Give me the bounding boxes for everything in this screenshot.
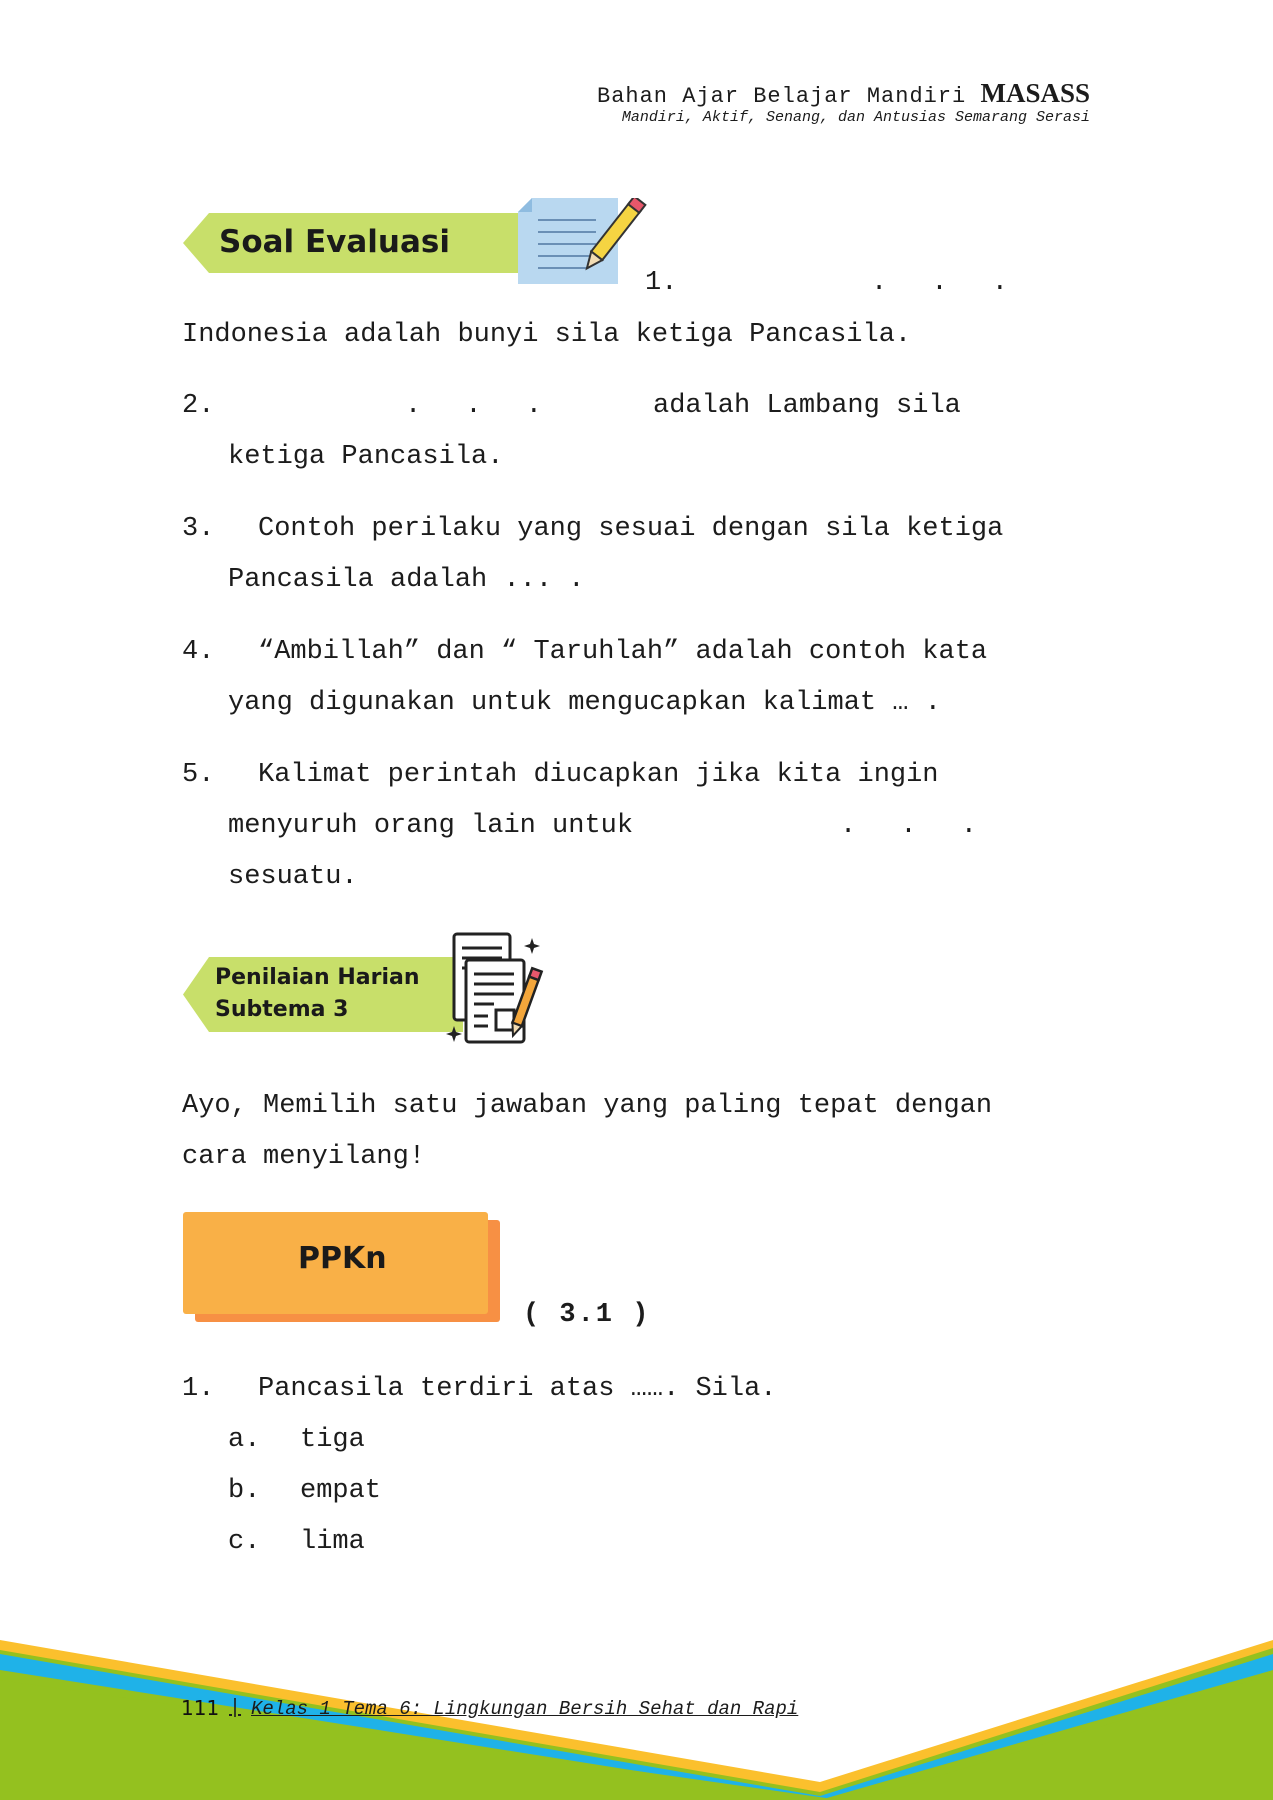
evaluasi-q2-continuation: ketiga Pancasila.	[228, 442, 504, 472]
evaluasi-q2-blank: . . .	[405, 391, 557, 421]
penilaian-instruction-line2: cara menyilang!	[182, 1142, 426, 1172]
header-subtitle: Mandiri, Aktif, Senang, dan Antusias Semarang Serasi	[621, 109, 1090, 126]
evaluasi-q4-continuation: yang digunakan untuk mengucapkan kalimat … .	[228, 688, 941, 718]
header-title: Bahan Ajar Belajar Mandiri MASASS	[597, 78, 1090, 109]
evaluasi-q3-text: Contoh perilaku yang sesuai dengan sila ketiga	[258, 514, 1004, 544]
evaluasi-q5-blank: . . .	[840, 811, 992, 841]
ppkn-option-letter: a.	[228, 1425, 261, 1455]
page-number: 111	[181, 1696, 220, 1720]
evaluasi-banner-label: Soal Evaluasi	[219, 224, 450, 260]
ppkn-option-letter: c.	[228, 1527, 261, 1557]
ppkn-option-letter: b.	[228, 1476, 261, 1506]
evaluasi-q4-number: 4.	[182, 637, 215, 667]
ppkn-option-text: lima	[300, 1527, 365, 1557]
evaluasi-q3-number: 3.	[182, 514, 215, 544]
evaluasi-q5-end: sesuatu.	[228, 862, 358, 892]
penilaian-banner-line2: Subtema 3	[215, 997, 349, 1022]
evaluasi-q4-text: “Ambillah” dan “ Taruhlah” adalah contoh kata	[258, 637, 988, 667]
notepad-pencil-icon	[518, 198, 648, 288]
ppkn-q1-text: Pancasila terdiri atas ……. Sila.	[258, 1374, 777, 1404]
evaluasi-q5-text: Kalimat perintah diucapkan jika kita ingin	[258, 760, 939, 790]
brand-name: MASASS	[980, 78, 1090, 108]
ppkn-option-text: empat	[300, 1476, 382, 1506]
ppkn-q1-number: 1.	[182, 1374, 215, 1404]
ppkn-subject-label: PPKn	[298, 1241, 387, 1276]
evaluasi-q2-number: 2.	[182, 391, 215, 421]
evaluasi-q1-text: Indonesia adalah bunyi sila ketiga Pancasila.	[182, 320, 912, 350]
penilaian-banner-line1: Penilaian Harian	[215, 965, 420, 990]
evaluasi-q3-continuation: Pancasila adalah ... .	[228, 565, 585, 595]
footer-title: Kelas 1 Tema 6: Lingkungan Bersih Sehat dan Rapi	[251, 1698, 799, 1720]
evaluasi-q2-text: adalah Lambang sila	[653, 391, 961, 421]
ppkn-kd-code: ( 3.1 )	[523, 1300, 651, 1330]
documents-pencil-icon	[446, 930, 546, 1048]
evaluasi-q5-continuation: menyuruh orang lain untuk	[228, 811, 634, 841]
evaluasi-q5-number: 5.	[182, 760, 215, 790]
ppkn-option-text: tiga	[300, 1425, 365, 1455]
penilaian-instruction-line1: Ayo, Memilih satu jawaban yang paling tepat dengan	[182, 1091, 993, 1121]
evaluasi-q1-blank: . . .	[871, 268, 1023, 298]
footer-wave-decoration	[0, 1640, 1273, 1800]
footer-separator: |	[229, 1697, 242, 1720]
evaluasi-q1-number: 1.	[645, 268, 678, 298]
